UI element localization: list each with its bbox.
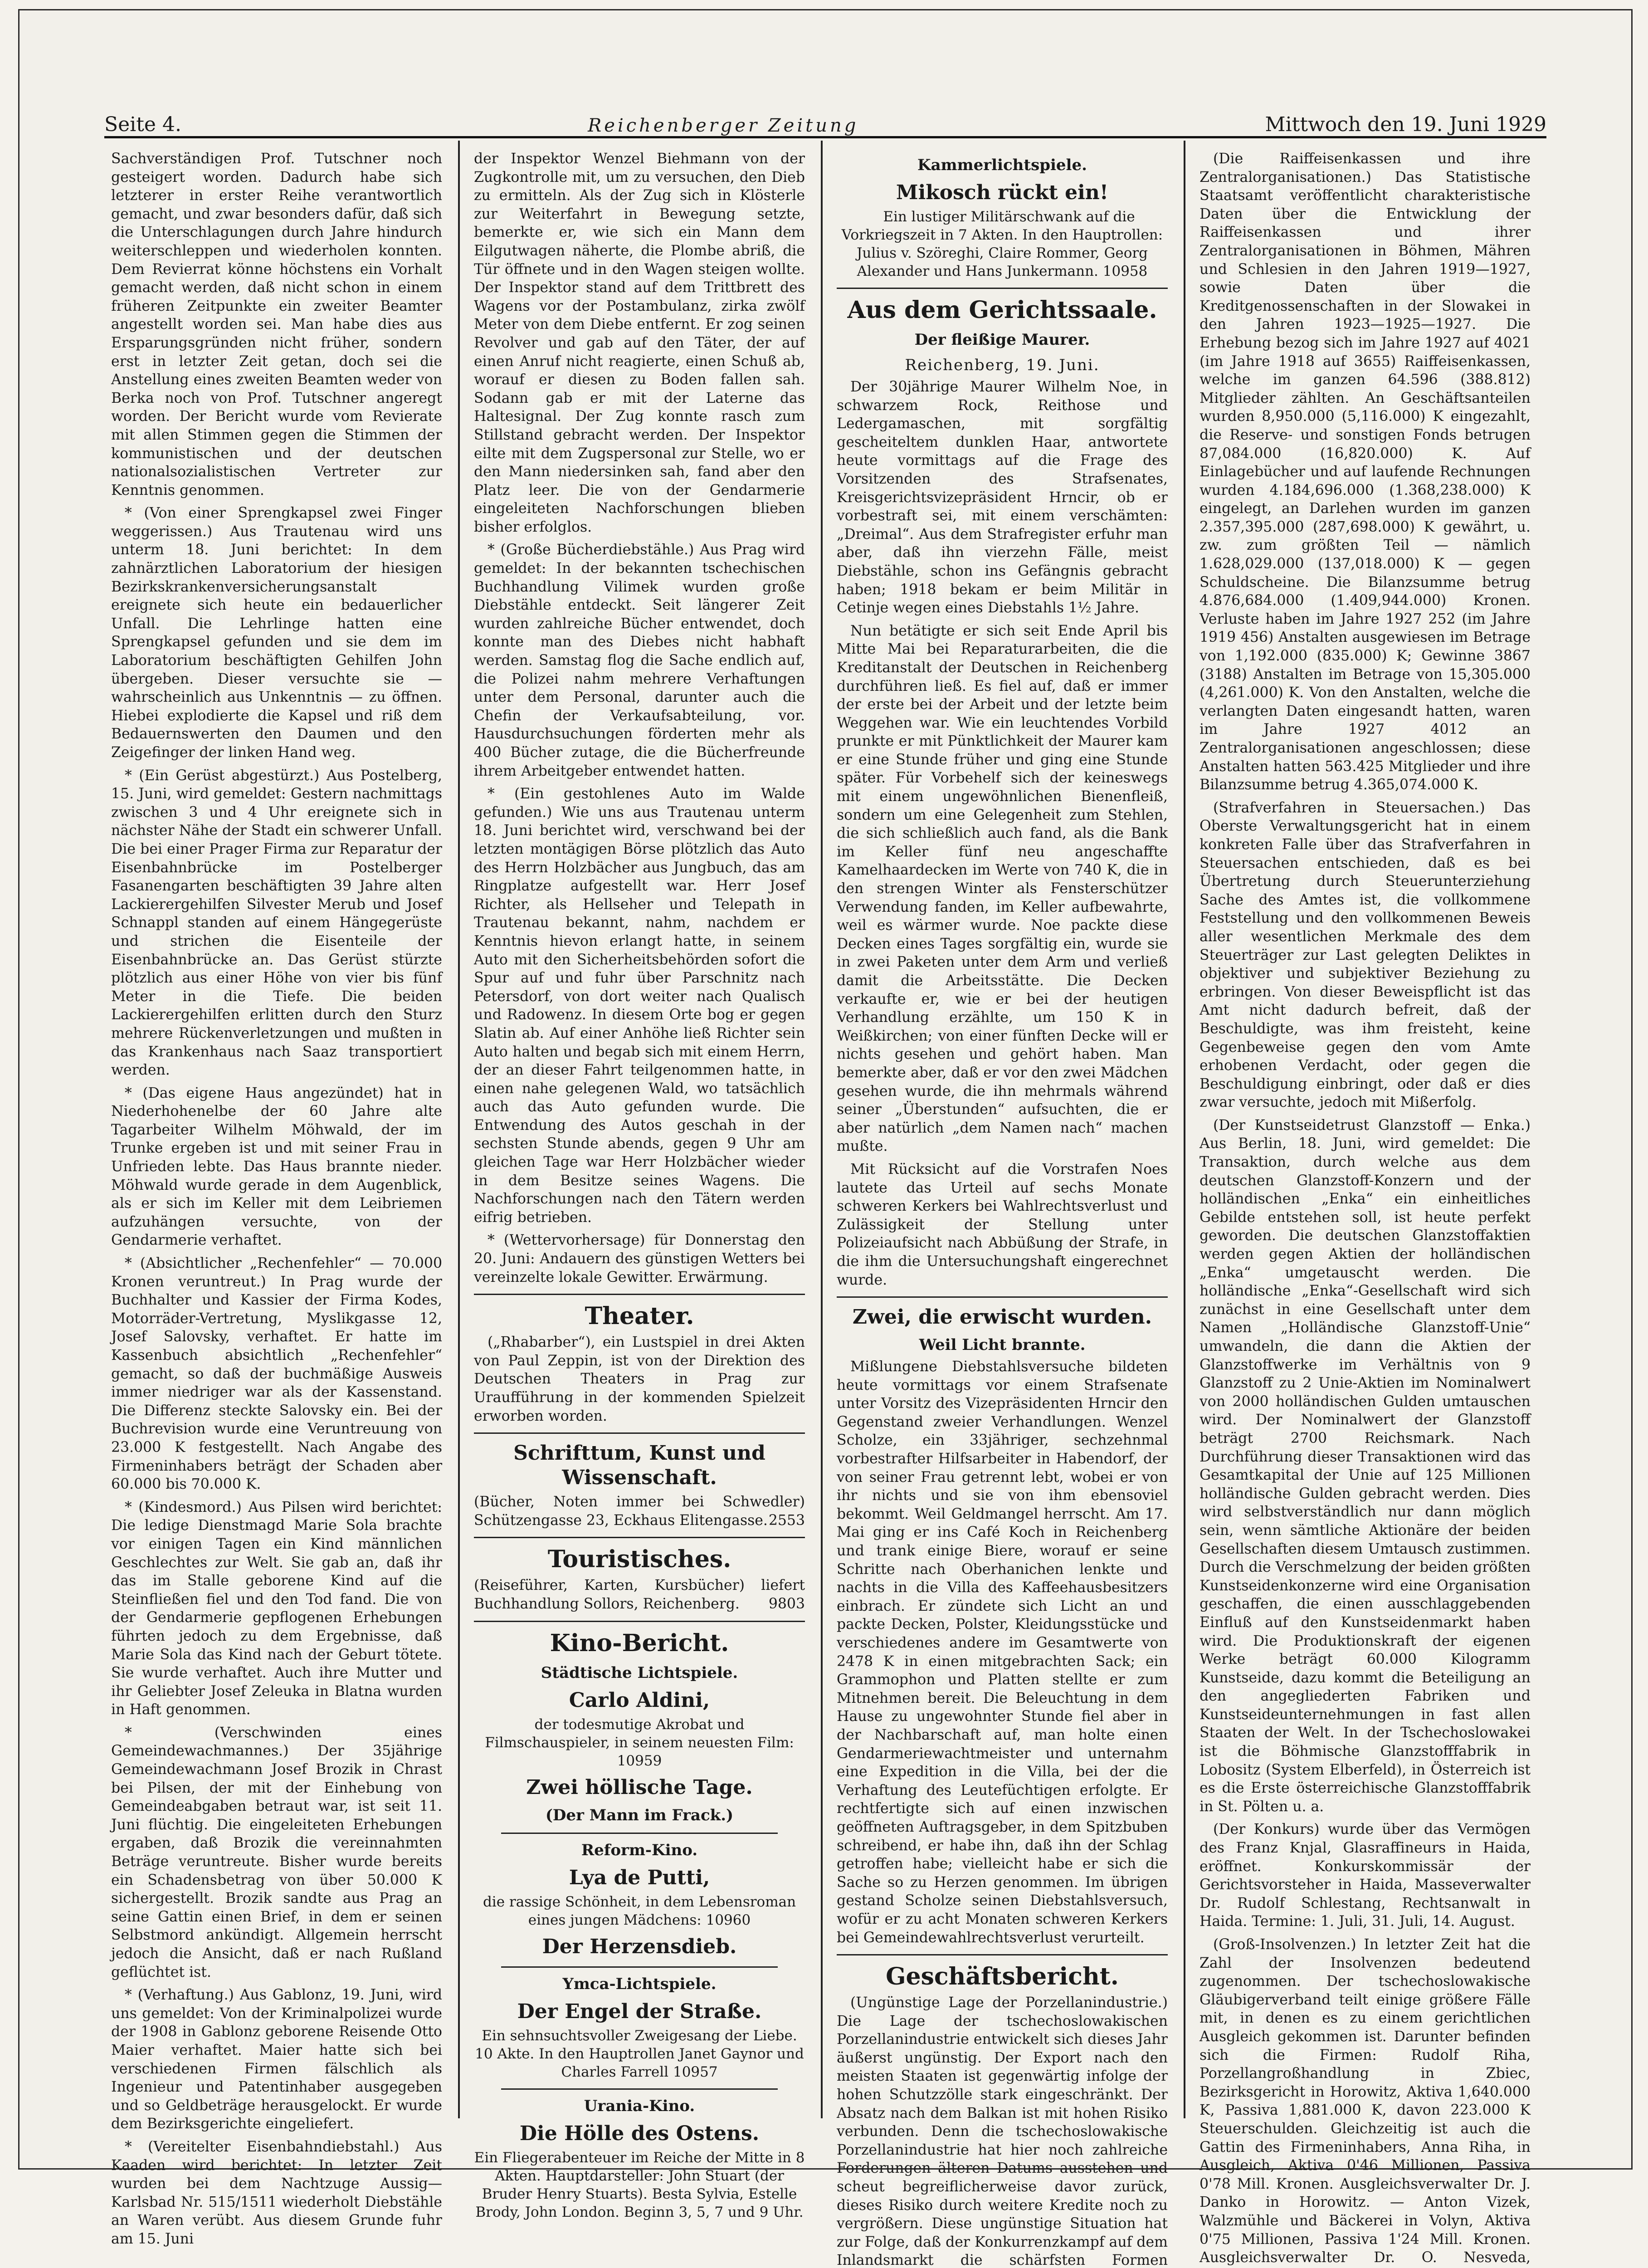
film-title: Zwei höllische Tage.	[526, 1775, 753, 1799]
article-rechenfehler: * (Absichtlicher „Rechenfehler“ — 70.000 Kronen veruntreut.) In Prag wurde der Buchhalter und Kassier der Firma Kodes, Motorräder-Vertretung, Myslikgasse 12, Josef Salovsky, verhaftet. Er hatte im Kassenbuch absichtlich „Rechenfehler“ gemacht, so daß der buchmäßige Ausweis immer niedriger war als der Kassenstand. Die Differenz steckte Salovsky ein. Bei der Buchrevision wurde eine Veruntreuung von 23.000 K festgestellt. Nach Angabe des Firmeninhabers beträgt der Schaden aber 60.000 bis 70.000 K.	[111, 1255, 442, 1493]
heading-touristisches: Touristisches.	[547, 1545, 731, 1574]
column-4	[1199, 150, 1531, 2266]
divider	[837, 1296, 1168, 1298]
column-rule-3	[1184, 141, 1185, 2118]
heading-schrifttum: Schrifttum, Kunst und Wissenschaft.	[513, 1442, 765, 1490]
column-2	[474, 150, 805, 2220]
newspaper-title: Reichenberger Zeitung	[588, 115, 859, 136]
film-text: der todesmutige Akrobat und Filmschauspieler, in seinem neuesten Film: 10959	[485, 1716, 794, 1769]
article-gemeindewachmann: * (Verschwinden eines Gemeindewachmannes.) Der 35jährige Gemeindewachmann Josef Brozik in Chrast bei Pilsen, der mit der Einhebung von Gemeindeabgaben betraut war, ist seit 11. Juni flüchtig. Die eingeleiteten Erhebungen ergaben, daß Brozik die vereinnahmten Beträge veruntreute. Bisher wurde bereits ein Schadensbetrag von über 50.000 K sichergestellt. Brozik sandte aus Prag an seine Gattin einen Brief, in dem er seinen Selbstmord ankündigt. Allgemein herrscht jedoch die Ansicht, daß er nach Rußland geflüchtet ist.	[111, 1724, 442, 1980]
divider	[474, 1537, 805, 1538]
column-3	[837, 150, 1168, 2268]
article-geruest: * (Ein Gerüst abgestürzt.) Aus Postelberg, 15. Juni, wird gemeldet: Gestern nachmittags zwischen 3 und 4 Uhr ereignete sich in nächster Nähe der Stadt ein schwerer Unfall. Die bei einer Prager Firma zur Reparatur der Eisenbahnbrücke im Postelberger Fasanengarten beschäftigten 39 Jahre alten Lackierergehilfen Silvester Merub und Josef Schnappl standen auf einem Hängegerüste und strichen die Eisenteile der Eisenbahnbrücke an. Das Gerüst stürzte plötzlich aus einer Höhe von vier bis fünf Meter in die Tiefe. Die beiden Lackierergehilfen erlitten durch den Sturz mehrere Rückenverletzungen und mußten in das Krankenhaus nach Saaz transportiert werden.	[111, 767, 442, 1079]
article-maurer-3: Mit Rücksicht auf die Vorstrafen Noes lautete das Urteil auf sechs Monate schweren Kerkers bei Wahlrechtsverlust und Zulässigkeit der Stellung unter Polizeiaufsicht nach Abbüßung der Strafe, in die ihm die Untersuchungshaft eingerechnet wurde.	[837, 1161, 1168, 1288]
film-star: Lya de Putti,	[569, 1866, 710, 1889]
article-maurer-2: Nun betätigte er sich seit Ende April bis Mitte Mai bei Reparaturarbeiten, die die Kreditanstalt der Deutschen in Reichenberg durchführen ließ. Es fiel auf, daß er immer der erste bei der Arbeit und der letzte beim Weggehen war. Wie ein leuchtendes Vorbild prunkte er mit Pünktlichkeit der Maurer kam er eine Stunde früher und ging eine Stunde später. Für Vorbehelf sich der keineswegs mit einem ungewöhnlichen Bienenfleiß, sondern um eine Gelegenheit zum Stehlen, die sich schließlich auch fand, als die Bank im Keller fünf neu angeschaffte Kamelhaardecken im Werte von 740 K, die in den strengen Winter als Fensterschützer Verwendung fanden, im Keller aufbewahrte, weil es wärmer wurde. Noe packte diese Decken eines Tages sorgfältig ein, wurde sie in zwei Paketen unter dem Arm und verließ damit die Arbeitsstätte. Die Decken verkaufte er, wie er bei der heutigen Verhandlung erzählte, um 150 K in Weißkirchen; von einer fünften Decke will er nichts gesehen und gehört haben. Man bemerkte aber, daß er vor den zwei Mädchen gesehen wurde, die ihn mehrmals während seiner „Überstunden“ aufsuchten, die er aber natürlich „dem Namen nach“ machen mußte.	[837, 622, 1168, 1155]
film-title: Der Engel der Straße.	[517, 1999, 762, 2023]
divider	[837, 1954, 1168, 1955]
divider	[501, 2088, 778, 2090]
heading-theater: Theater.	[585, 1302, 694, 1330]
article-kindesmord: * (Kindesmord.) Aus Pilsen wird berichtet: Die ledige Dienstmagd Marie Sola brachte vor einigen Tagen ein Kind männlichen Geschlechtes zur Welt. Sie gab an, daß ihr das im Stalle geborene Kind auf die Steinfließen fiel und den Tod fand. Die von der Gendarmerie gepflogenen Erhebungen führten jedoch zu dem Ergebnisse, daß Marie Sola das Kind nach der Geburt tötete. Sie wurde verhaftet. Auch ihre Mutter und ihr Geliebter Josef Zeleuka in Blatna wurden in Haft genommen.	[111, 1499, 442, 1718]
divider	[474, 1621, 805, 1622]
film-subtitle: (Der Mann im Frack.)	[545, 1806, 734, 1824]
article-insolvenzen: (Groß-Insolvenzen.) In letzter Zeit hat die Zahl der Insolvenzen bedeutend zugenommen. Der tschechoslowakische Gläubigerverband teilt einige größere Fälle mit, in denen es zu einem gerichtlichen Ausgleich gekommen ist. Darunter befinden sich die Firmen: Rudolf Riha, Porzellangroßhandlung in Zbiec, Bezirksgericht in Horowitz, Aktiva 1,640.000 K, Passiva 1,881.000 K, davon 223.000 K Steuerschulden. Gleichzeitig ist auch die Gattin des Firmeninhabers, Anna Riha, in Ausgleich, Aktiva 0'46 Millionen, Passiva 0'78 Mill. Kronen. Ausgleichsverwalter Dr. J. Danko in Horowitz. — Anton Vizek, Walzmühle und Bäckerei in Volyn, Aktiva 0'75 Millionen, Passiva 1'24 Mill. Kronen. Ausgleichsverwalter Dr. O. Nesveda,	[1199, 1936, 1531, 2266]
column-1	[111, 150, 442, 2247]
cinema-name: Reform-Kino.	[581, 1841, 698, 1859]
article-auto: * (Ein gestohlenes Auto im Walde gefunden.) Wie uns aus Trautenau unterm 18. Juni berichtet wird, verschwand bei der letzten montägigen Börse plötzlich das Auto des Herrn Holzbächer aus Jungbuch, das am Ringplatze aufgestellt war. Herr Josef Richter, als Hellseher und Telepath in Trautenau bekannt, nahm, nachdem er Kenntnis hievon erlangt hatte, in seinem Auto mit den Sicherheitsbehörden sofort die Spur auf und fuhr über Parschnitz nach Petersdorf, von dort weiter nach Qualisch und Radowenz. In diesem Orte bog er gegen Slatin ab. Auf einer Anhöhe ließ Richter sein Auto halten und begab sich mit einem Herrn, der an dieser Fahrt teilgenommen hatte, in einen nahe gelegenen Wald, wo tatsächlich auch das Auto gefunden wurde. Die Entwendung des Autos geschah in der sechsten Stunde abends, gegen 9 Uhr am gleichen Tage war Herr Holzbächer wieder in dem Besitze seines Wagens. Die Nachforschungen nach den Tätern werden eifrig betrieben.	[474, 786, 805, 1226]
dateline: Reichenberg, 19. Juni.	[905, 356, 1100, 374]
article-theater: („Rhabarber“), ein Lustspiel in drei Akten von Paul Zeppin, ist von der Direktion des Deutschen Theaters in Prag zur Uraufführung in der kommenden Spielzeit erworben worden.	[474, 1334, 805, 1424]
article-verhaftung: * (Verhaftung.) Aus Gablonz, 19. Juni, wird uns gemeldet: Von der Kriminalpolizei wurde der 1908 in Gablonz geborene Reisende Otto Maier verhaftet. Maier hatte sich bei verschiedenen Firmen fälschlich als Ingenieur und Patentinhaber ausgegeben und so Geldbeträge herausgelockt. Er wurde dem Bezirksgerichte eingeliefert.	[111, 1987, 442, 2132]
article-porzellan: (Ungünstige Lage der Porzellanindustrie.) Die Lage der tschechoslowakischen Porzellanindustrie entwickelt sich dieses Jahr äußerst ungünstig. Der Export nach den meisten Staaten ist gegenwärtig infolge der hohen Schutzzölle stark eingeschränkt. Der Absatz nach dem Balkan ist mit hohen Risiko verbunden. Denn die tschechoslowakische Porzellanindustrie hat hier noch zahlreiche Forderungen älteren Datums ausstehen und scheut begreiflicherweise davor zurück, dieses Risiko durch weitere Kredite noch zu vergrößern. Diese ungünstige Situation hat zur Folge, daß der Konkurrenzkampf auf dem Inlandsmarkt die schärfsten Formen	[837, 1994, 1168, 2268]
film-star: Carlo Aldini,	[569, 1688, 710, 1712]
film-text: die rassige Schönheit, in dem Lebensroman eines jungen Mädchens: 10960	[483, 1893, 796, 1928]
article-haus: * (Das eigene Haus angezündet) hat in Niederhohenelbe der 60 Jahre alte Tagarbeiter Wilhelm Möhwald, der im Trunke ergeben ist und mit seiner Frau in Unfrieden lebte. Das Haus brannte nieder. Möhwald wurde gerade in dem Augenblick, als er sich im Keller mit dem Leibriemen aufzuhängen versuchte, von der Gendarmerie verhaftet.	[111, 1085, 442, 1249]
article-erwischt: Mißlungene Diebstahlsversuche bildeten heute vormittags vor einem Strafsenate unter Vorsitz des Vizepräsidenten Hrncir den Gegenstand zweier Verhandlungen. Wenzel Scholze, ein 33jähriger, sechzehnmal vorbestrafter Hilfsarbeiter in Habendorf, der von seiner Frau getrennt lebt, wobei er von ihr nichts und sie von ihm ebensoviel bekommt. Weil Geldmangel herrscht. Am 17. Mai ging er ins Café Koch in Reichenberg und trank einige Biere, worauf er seine Schritte nach Oberhanichen lenkte und nachts in die Villa des Kaffeehausbesitzers einbrach. Er zündete sich Licht an und packte Decken, Polster, Kleidungsstücke und verschiedenes andere im Gesamtwerte von 2478 K in einen mitgebrachten Sack; ein Grammophon und Platten stellte er zum Mitnehmen bereit. Die Beleuchtung in dem Hause zu ungewohnter Stunde fiel aber in der Nachbarschaft auf, man holte einen Gendarmeriewachtmeister und unternahm eine Expedition in die Villa, bei der die Verhaftung des Leutefüchtigen erfolgte. Er rechtfertigte sich auf einen inzwischen geöffneten Auftragsgeber, in dem Spitzbuben schreibend, er habe ihn, daß ihn der Schlag getroffen habe; vielleicht habe er sich die Sache so zu Herzen genommen. Im übrigen gestand Scholze seinen Diebstahlsversuch, wofür er zu acht Monaten schweren Kerkers bei Gemeindewahlrechtsverlust verurteilt.	[837, 1359, 1168, 1946]
divider	[474, 1294, 805, 1295]
film-text: Ein Fliegerabenteuer im Reiche der Mitte in 8 Akten. Hauptdarsteller: John Stuart (der Bruder Henry Stuarts). Besta Sylvia, Estelle Brody, John London. Beginn 3, 5, 7 und 9 Uhr.	[474, 2149, 805, 2220]
heading-kino: Kino-Bericht.	[550, 1629, 729, 1657]
article-buecherdiebstahl: * (Große Bücherdiebstähle.) Aus Prag wird gemeldet: In der bekannten tschechischen Buchhandlung Vilimek wurden große Diebstähle entdeckt. Seit längerer Zeit wurden zahlreiche Bücher entwendet, doch konnte man des Diebes nicht habhaft werden. Samstag flog die Sache endlich auf, die Polizei nahm mehrere Verhaftungen unter dem Personal, darunter auch die Chefin der Verkaufsabteilung, vor. Hausdurchsuchungen förderten mehr als 400 Bücher zutage, die die Bücherfreunde ihrem Arbeitgeber entwendet hatten.	[474, 542, 805, 779]
film-title: Die Hölle des Ostens.	[519, 2121, 760, 2145]
column-rule-1	[458, 141, 460, 2118]
cinema-name: Ymca-Lichtspiele.	[562, 1975, 717, 1993]
article-konkurs: (Der Konkurs) wurde über das Vermögen des Franz Knjal, Glasraffineurs in Haida, eröffnet. Konkurskommissär der Gerichtsvorsteher in Haida, Masseverwalter Dr. Rudolf Schlestang, Rechtsanwalt in Haida. Termine: 1. Juli, 31. Juli, 14. August.	[1199, 1821, 1531, 1930]
divider	[474, 1432, 805, 1434]
page-header	[104, 104, 1546, 138]
subheading: Der fleißige Maurer.	[914, 331, 1090, 349]
cinema-name: Urania-Kino.	[584, 2097, 695, 2115]
heading-erwischt: Zwei, die erwischt wurden.	[852, 1305, 1152, 1329]
film-text: Ein lustiger Militärschwank auf die Vorkriegszeit in 7 Akten. In den Hauptrollen: Julius v. Szöreghi, Claire Rommer, Georg Alexander und Hans Junkermann. 10958	[841, 209, 1163, 279]
article-maurer-1: Der 30jährige Maurer Wilhelm Noe, in schwarzem Rock, Reithose und Ledergamaschen, mit sorgfältig gescheiteltem dunklen Haar, antwortete heute vormittags auf die Frage des Vorsitzenden des Strafsenates, Kreisgerichtsvizepräsident Hrncir, ob er vorbestraft sei, mit einem verschämten: „Dreimal“. Aus dem Strafregister erfuhr man aber, daß ihn vierzehn Fälle, meist Diebstähle, schon ins Gefängnis gebracht haben; 1918 bekam er beim Militär in Cetinje wegen eines Diebstahls 1½ Jahre.	[837, 379, 1168, 616]
article-continued: Sachverständigen Prof. Tutschner noch gesteigert worden. Dadurch habe sich letzterer in erster Reihe verantwortlich gemacht, und zwar besonders dafür, daß sich die Unterschlagungen durch Jahre hindurch weiterschleppen und wiederholen konnten. Dem Revierrat könne höchstens ein Vorhalt gemacht werden, daß nicht schon in einem früheren Zeitpunkte ein zweiter Beamter angestellt worden sei. Man habe dies aus Ersparungsgründen nicht früher, sondern erst in letzter Zeit getan, doch sei die Anstellung eines zweiten Beamten weder von Berka noch von Prof. Tutschner angeregt worden. Der Bericht wurde vom Revierate mit allen Stimmen gegen die Stimmen der kommunistischen und der deutschen nationalsozialistischen Vertreter zur Kenntnis genommen.	[111, 151, 442, 499]
film-title: Der Herzensdieb.	[542, 1935, 737, 1958]
heading-gerichtssaal: Aus dem Gerichtssaale.	[847, 296, 1157, 324]
article-wetter: * (Wettervorhersage) für Donnerstag den 20. Juni: Andauern des günstigen Wetters bei vereinzelte lokale Gewitter. Erwärmung.	[474, 1232, 805, 1286]
article-eisenbahn-cont: der Inspektor Wenzel Biehmann von der Zugkontrolle mit, um zu versuchen, den Dieb zu ermitteln. Als der Zug sich in Klösterle zur Weiterfahrt in Bewegung setzte, bemerkte er, wie sich ein Mann dem Eilgutwagen näherte, die Plombe abriß, die Tür öffnete und in den Wagen steigen wollte. Der Inspektor stand auf dem Trittbrett des Wagens vor der Postambulanz, zirka zwölf Meter von dem Diebe entfernt. Er zog seinen Revolver und gab auf den Täter, der auf einen Anruf nicht reagierte, einen Schuß ab, worauf er diesen zu Boden fallen sah. Sodann gab er mit der Laterne das Haltesignal. Der Zug konnte rasch zum Stillstand gebracht werden. Der Inspektor eilte mit dem Zugspersonal zur Stelle, wo er den Mann niedersinken sah, fand aber den Platz leer. Die von der Gendarmerie eingeleiteten Nachforschungen blieben bisher erfolglos.	[474, 151, 805, 535]
divider	[501, 1966, 778, 1968]
issue-date: Mittwoch den 19. Juni 1929	[1265, 113, 1546, 136]
article-sprengkapsel: * (Von einer Sprengkapsel zwei Finger weggerissen.) Aus Trautenau wird uns unterm 18. Juni berichtet: In dem zahnärztlichen Laboratorium der hiesigen Bezirkskrankenversicherungsanstalt ereignete sich heute ein bedauerlicher Unfall. Die Lehrlinge hatten eine Sprengkapsel gefunden und sie dem im Laboratorium beschäftigten Gehilfen John übergeben. Dieser versuchte sie — wahrscheinlich aus Unkenntnis — zu öffnen. Hiebei explodierte die Kapsel und riß dem Bedauernswerten den Daumen und den Zeigefinger der linken Hand weg.	[111, 505, 442, 761]
film-text: Ein sehnsuchtsvoller Zweigesang der Liebe. 10 Akte. In den Hauptrollen Janet Gaynor und Charles Farrell 10957	[475, 2027, 804, 2080]
film-title: Mikosch rückt ein!	[896, 181, 1109, 204]
divider	[501, 1833, 778, 1834]
ad-sollors: (Reiseführer, Karten, Kursbücher) liefert Buchhandlung Sollors, Reichenberg. 9803	[474, 1577, 805, 1612]
article-eisenbahndiebstahl: * (Vereitelter Eisenbahndiebstahl.) Aus Kaaden wird berichtet: In letzter Zeit wurden bei dem Nachtzuge Aussig—Karlsbad Nr. 515/1511 wiederholt Diebstähle an Waren verübt. Aus diesem Grunde fuhr am 15. Juni	[111, 2138, 442, 2247]
heading-geschaeft: Geschäftsbericht.	[886, 1963, 1119, 1991]
cinema-name: Kammerlichtspiele.	[917, 156, 1087, 174]
article-raiffeisen: (Die Raiffeisenkassen und ihre Zentralorganisationen.) Das Statistische Staatsamt veröffentlicht charakteristische Daten über die Entwicklung der Raiffeisenkassen und ihrer Zentralorganisationen in Böhmen, Mähren und Schlesien in den Jahren 1919—1927, sowie Daten über die Kreditgenossenschaften in der Slowakei in den Jahren 1923—1925—1927. Die Erhebung bezog sich im Jahre 1927 auf 4021 (im Jahre 1918 auf 3655) Raiffeisenkassen, welche im ganzen 64.596 (388.812) Mitglieder zählten. An Geschäftsanteilen wurden 8,950.000 (5,116.000) K eingezahlt, die Reserve- und sonstigen Fonds betrugen 87,084.000 (16,820.000) K. Auf Einlagebücher und auf laufende Rechnungen wurden 4.184,696.000 (1.368,238.000) K eingelegt, an Darlehen wurden im ganzen 2.357,395.000 (287,698.000) K gewährt, u. zw. zum größten Teil — nämlich 1.628,029.000 (137,018.000) K — gegen Schuldscheine. Die Bilanzsumme betrug 4.876,684.000 (1.409,944.000) Kronen. Verluste haben im Jahre 1927 252 (im Jahre 1919 456) Anstalten ausgewiesen im Betrage von 1,192.000 (835.000) K; Gewinne 3867 (3188) Anstalten im Betrage von 15,305.000 (4,261.000) K. Von den Anstalten, welche die verlangten Daten eingesandt hatten, waren im Jahre 1927 4012 an Zentralorganisationen angeschlossen; diese Anstalten hatten 563.425 Mitglieder und ihre Bilanzsumme betrug 4.365,074.000 K.	[1199, 151, 1531, 793]
ad-schwedler: (Bücher, Noten immer bei Schwedler) Schützengasse 23, Eckhaus Elitengasse. 2553	[474, 1494, 805, 1529]
article-glanzstoff: (Der Kunstseidetrust Glanzstoff — Enka.) Aus Berlin, 18. Juni, wird gemeldet: Die Transaktion, durch welche aus dem deutschen Glanzstoff-Konzern und der holländischen „Enka“ ein einheitliches Gebilde entstehen soll, ist heute perfekt geworden. Die deutschen Glanzstoffaktien werden gegen Aktien der holländischen „Enka“ umgetauscht werden. Die holländische „Enka“-Gesellschaft wird sich zunächst in eine Gesellschaft unter dem Namen „Holländische Glanzstoff-Unie“ umwandeln, die dann die Aktien der Glanzstoffwerke im Verhältnis von 9 Glanzstoff zu 2 Unie-Aktien im Nominalwert von 2000 holländischen Gulden umtauschen wird. Der Nominalwert der Glanzstoff beträgt 2700 Reichsmark. Nach Durchführung dieser Transaktionen wird das Gesamtkapital der Unie auf 125 Millionen holländische Gulden gebracht werden. Dies wird selbstverständlich nur dann möglich sein, wenn sämtliche Aktionäre der beiden Gesellschaften diesem Umtausch zustimmen. Durch die Verschmelzung der beiden größten Kunstseidenkonzerne wird eine Organisation geschaffen, die einen ausschlaggebenden Einfluß auf den Kunstseidenmarkt haben wird. Die Produktionskraft der eigenen Werke beträgt 60.000 Kilogramm Kunstseide, dazu kommt die Beteiligung an den angegliederten Fabriken und Kunstseideunternehmungen in fast allen Staaten der Welt. In der Tschechoslowakei ist die Böhmische Glanzstofffabrik in Lobositz (System Elberfeld), in Österreich ist es die Erste österreichische Glanzstofffabrik in St. Pölten u. a.	[1199, 1117, 1531, 1815]
divider	[837, 288, 1168, 289]
subheading: Weil Licht brannte.	[919, 1336, 1086, 1354]
column-rule-2	[821, 141, 823, 2118]
cinema-name: Städtische Lichtspiele.	[541, 1663, 738, 1682]
article-steuer: (Strafverfahren in Steuersachen.) Das Oberste Verwaltungsgericht hat in einem konkreten Falle über das Strafverfahren in Steuersachen entschieden, daß es bei Übertretung durch Steuerunterziehung Sache des Amtes ist, die vollkommene Feststellung und den vollkommenen Beweis aller wesentlichen Merkmale des dem Steuerträger zur Last gelegten Deliktes in objektiver und subjektiver Beziehung zu erbringen. Von dieser Beweispflicht ist das Amt nicht dadurch befreit, daß der Beschuldigte, was ihm freisteht, keine Gegenbeweise gegen den vom Amte erhobenen Verdacht, oder gegen die Beschuldigung einbringt, oder daß er dies zwar versuchte, jedoch mit Mißerfolg.	[1199, 799, 1531, 1111]
page-number: Seite 4.	[104, 113, 181, 136]
